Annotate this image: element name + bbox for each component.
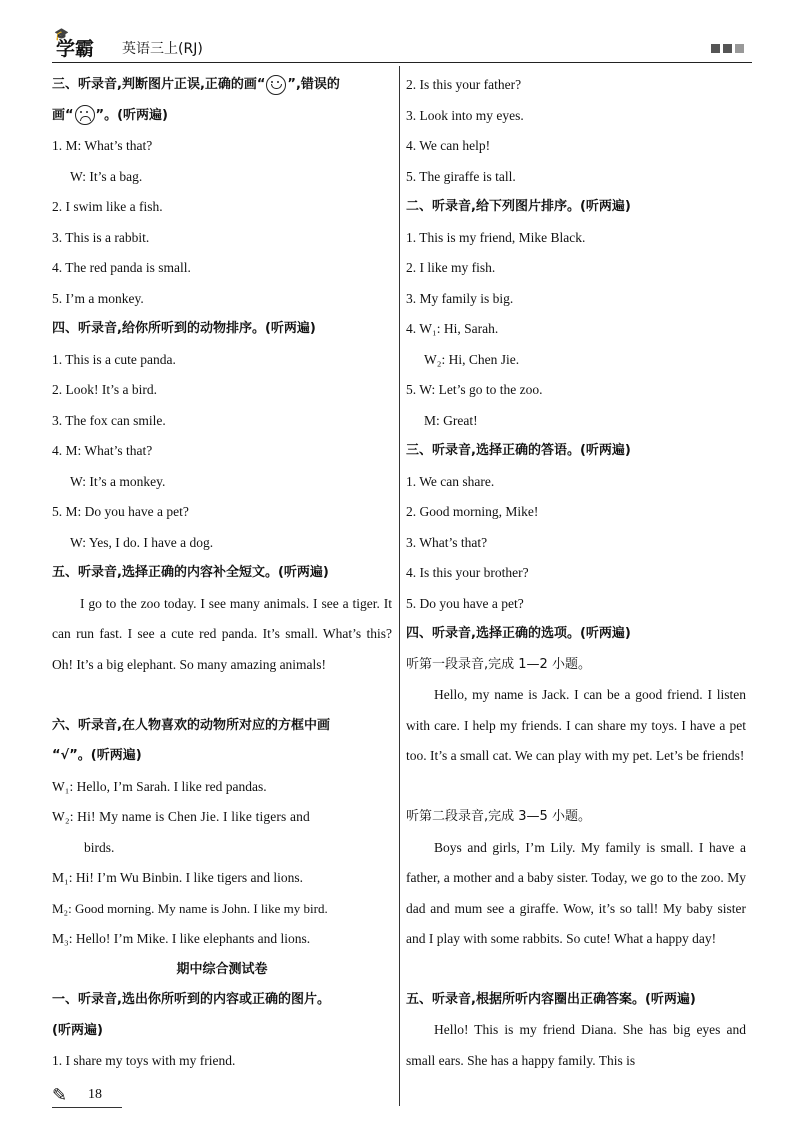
list-item: 1. This is my friend, Mike Black. <box>406 229 586 245</box>
list-item: 3. What’s that? <box>406 534 488 550</box>
list-item: 3. The fox can smile. <box>52 412 166 428</box>
list-item: 5. The giraffe is tall. <box>406 168 516 184</box>
left-column <box>52 70 392 1077</box>
column-divider <box>399 66 400 1106</box>
list-item: 5. M: Do you have a pet? <box>52 504 189 519</box>
list-item: 5. W: Let’s go to the zoo. <box>406 382 543 397</box>
list-item: 3. This is a rabbit. <box>52 229 150 245</box>
passage-2-text: Boys and girls, I’m Lily. My family is small. I have a father, a mother and a baby sister. Today, we go to the zoo. My dad and mum see a giraffe. Wow, it’s so tall! My baby sister and I play with some rabbits. So cute! What a happy day! <box>406 839 746 946</box>
list-item: W: Yes, I do. I have a dog. <box>70 534 214 550</box>
book-title: 英语三上(RJ) <box>122 41 203 57</box>
dialogue-line: M₁: Hi! I’m Wu Binbin. I like tigers and lions. <box>52 870 304 885</box>
list-item: 2. Good morning, Mike! <box>406 504 539 519</box>
midterm-section-2-heading: 二、听录音,给下列图片排序。(听两遍) <box>406 199 631 214</box>
list-item: 2. I swim like a fish. <box>52 199 163 214</box>
list-item: 3. My family is big. <box>406 290 514 306</box>
midterm-section-1-heading-cont: (听两遍) <box>52 1022 103 1038</box>
passage-1-text: Hello, my name is Jack. I can be a good friend. I listen with care. I help my friends. I can share my toys. I have a pet too. It’s a small cat. We can play with my pet. Let’s be friends! <box>406 687 746 763</box>
page-footer <box>52 1085 122 1108</box>
page-number: 18 <box>88 1087 102 1102</box>
sad-face-icon <box>75 105 95 125</box>
passage-1-instruction: 听第一段录音,完成 1—2 小题。 <box>406 656 591 672</box>
midterm-section-1-heading: 一、听录音,选出你所听到的内容或正确的图片。 <box>52 992 330 1007</box>
dialogue-line: M₂: Good morning. My name is John. I like my bird. <box>52 900 328 916</box>
page-header <box>52 27 752 63</box>
list-item: 4. M: What’s that? <box>52 443 153 458</box>
section-4-heading: 四、听录音,给你所听到的动物排序。(听两遍) <box>52 321 316 336</box>
brand-logo-text: 学霸 <box>56 38 95 60</box>
list-item: 2. I like my fish. <box>406 260 496 275</box>
section-3-heading-cont: 画“ ”。(听两遍) <box>52 101 392 132</box>
list-item: 4. W₁: Hi, Sarah. <box>406 321 499 336</box>
list-item: W₂: Hi, Chen Jie. <box>424 351 520 367</box>
right-column <box>406 70 746 1076</box>
section-3-heading: 三、听录音,判断图片正误,正确的画“ ”,错误的 <box>52 70 392 101</box>
midterm-title: 期中综合测试卷 <box>176 961 268 977</box>
list-item: 4. We can help! <box>406 138 491 153</box>
pencil-icon: ✎ <box>52 1085 68 1106</box>
section-5-heading: 五、听录音,选择正确的内容补全短文。(听两遍) <box>52 565 329 580</box>
list-item: 4. The red panda is small. <box>52 260 191 275</box>
smiley-face-icon <box>266 75 286 95</box>
header-squares-decoration <box>711 44 744 53</box>
section-6-heading: 六、听录音,在人物喜欢的动物所对应的方框中画 <box>52 717 330 733</box>
list-item: 3. Look into my eyes. <box>406 107 524 123</box>
midterm-section-3-heading: 三、听录音,选择正确的答语。(听两遍) <box>406 443 631 458</box>
midterm-section-4-heading: 四、听录音,选择正确的选项。(听两遍) <box>406 626 631 641</box>
list-item: 5. Do you have a pet? <box>406 595 524 611</box>
dialogue-line: birds. <box>84 839 115 855</box>
list-item: 1. M: What’s that? <box>52 138 153 153</box>
graduation-cap-icon: 🎓 <box>54 27 69 41</box>
list-item: W: It’s a bag. <box>70 168 143 184</box>
list-item: 4. Is this your brother? <box>406 565 529 580</box>
section-5-passage: I go to the zoo today. I see many animals. I see a tiger. It can run fast. I see a cute red panda. It’s small. What’s this? Oh! It’s a big elephant. So many amazing animals! <box>52 595 392 672</box>
list-item: 1. This is a cute panda. <box>52 351 176 367</box>
brand-logo <box>54 27 95 61</box>
list-item: W: It’s a monkey. <box>70 473 166 489</box>
dialogue-line: W₂: Hi! My name is Chen Jie. I like tigers and <box>52 809 310 824</box>
list-item: 2. Is this your father? <box>406 77 522 92</box>
list-item: 2. Look! It’s a bird. <box>52 382 157 397</box>
section-6-heading-cont: “√”。(听两遍) <box>52 748 142 763</box>
section-5-passage-text: Hello! This is my friend Diana. She has big eyes and small ears. She has a happy family. This is <box>406 1022 746 1068</box>
passage-2-instruction: 听第二段录音,完成 3—5 小题。 <box>406 809 591 824</box>
dialogue-line: M₃: Hello! I’m Mike. I like elephants and lions. <box>52 931 311 946</box>
list-item: M: Great! <box>424 412 478 428</box>
list-item: 1. I share my toys with my friend. <box>52 1053 236 1068</box>
midterm-section-5-heading: 五、听录音,根据所听内容圈出正确答案。(听两遍) <box>406 991 696 1007</box>
dialogue-line: W₁: Hello, I’m Sarah. I like red pandas. <box>52 778 267 794</box>
list-item: 1. We can share. <box>406 473 495 489</box>
list-item: 5. I’m a monkey. <box>52 290 144 306</box>
